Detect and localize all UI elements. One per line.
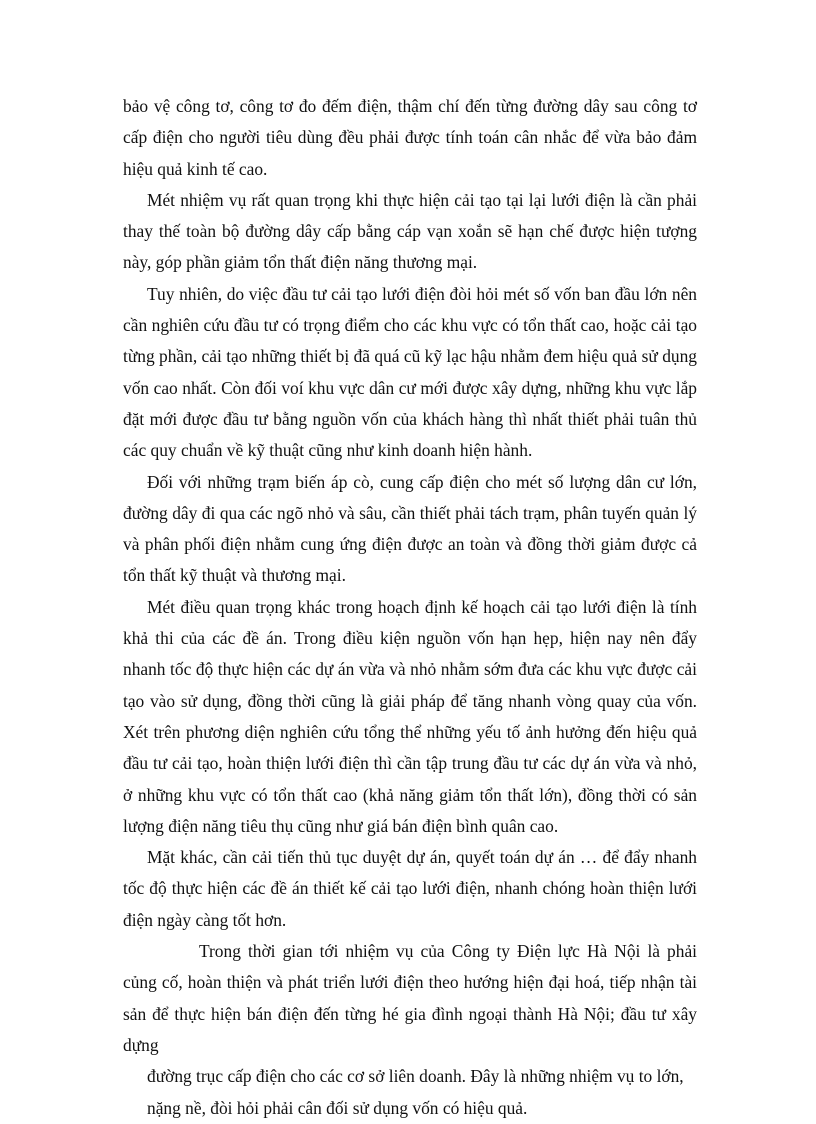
paragraph-substation-split: Đối với những trạm biến áp cò, cung cấp điện cho mét số lượng dân cư lớn, đường dây đi qua các ngõ nhỏ và sâu, cần thiết phải tách trạm, phân tuyến quản lý và phân phối điện nhằm cung ứng điện được an toàn và đồng thời giảm được cả tổn thất kỹ thuật và thương mại. bbox=[123, 471, 697, 586]
paragraph-project-feasibility: Mét điều quan trọng khác trong hoạch định kế hoạch cải tạo lưới điện là tính khả thi của các đề án. Trong điều kiện nguồn vốn hạn hẹp, hiện nay nên đẩy nhanh tốc độ thực hiện các dự án vừa và nhỏ nhằm sớm đưa các khu vực được cải tạo vào sử dụng, đồng thời cũng là giải pháp để tăng nhanh vòng quay của vốn. Xét trên phương diện nghiên cứu tổng thể những yếu tố ảnh hưởng đến hiệu quả đầu tư cải tạo, hoàn thiện lưới điện thì cần tập trung đầu tư các dự án vừa và nhỏ, ở những khu vực có tổn thất cao (khả năng giảm tổn thất lớn), đồng thời có sản lượng điện năng tiêu thụ cũng như giá bán điện bình quân cao. bbox=[123, 596, 697, 836]
paragraph-cable-replacement: Mét nhiệm vụ rất quan trọng khi thực hiện cải tạo tại lại lưới điện là cần phải thay thế toàn bộ đường dây cấp bằng cáp vạn xoắn sẽ hạn chế được hiện tượng này, góp phần giảm tổn thất điện năng thương mại. bbox=[123, 189, 697, 273]
paragraph-company-tasks-continued: đường trục cấp điện cho các cơ sở liên doanh. Đây là những nhiệm vụ to lớn, nặng nề, đòi hỏi phải cân đối sử dụng vốn có hiệu quả. bbox=[147, 1066, 684, 1118]
paragraph-investment-focus: Tuy nhiên, do việc đầu tư cải tạo lưới điện đòi hỏi mét số vốn ban đầu lớn nên cần nghiên cứu đầu tư có trọng điểm cho các khu vực có tổn thất cao, hoặc cải tạo từng phần, cải tạo những thiết bị đã quá cũ kỹ lạc hậu nhằm đem hiệu quả sử dụng vốn cao nhất. Còn đối voí khu vực dân cư mới được xây dựng, những khu vực lắp đặt mới được đầu tư bằng nguồn vốn của khách hàng thì nhất thiết phải tuân thủ các quy chuẩn về kỹ thuật cũng như kinh doanh hiện hành. bbox=[123, 283, 697, 461]
paragraph-procedure-reform: Mặt khác, cần cải tiến thủ tục duyệt dự án, quyết toán dự án … để đẩy nhanh tốc độ thực hiện các đề án thiết kế cải tạo lưới điện, nhanh chóng hoàn thiện lưới điện ngày càng tốt hơn. bbox=[123, 847, 697, 930]
paragraph-company-tasks: Trong thời gian tới nhiệm vụ của Công ty Điện lực Hà Nội là phải củng cố, hoàn thiện và phát triển lưới điện theo hướng hiện đại hoá, tiếp nhận tài sản để thực hiện bán điện đến từng hé gia đình ngoại thành Hà Nội; đầu tư xây dựng bbox=[123, 941, 697, 1055]
document-page bbox=[123, 91, 697, 1124]
paragraph-meter-protection: bảo vệ công tơ, công tơ đo đếm điện, thậm chí đến từng đường dây sau công tơ cấp điện cho người tiêu dùng đều phải được tính toán cân nhắc để vừa bảo đảm hiệu quả kinh tế cao. bbox=[123, 96, 697, 179]
